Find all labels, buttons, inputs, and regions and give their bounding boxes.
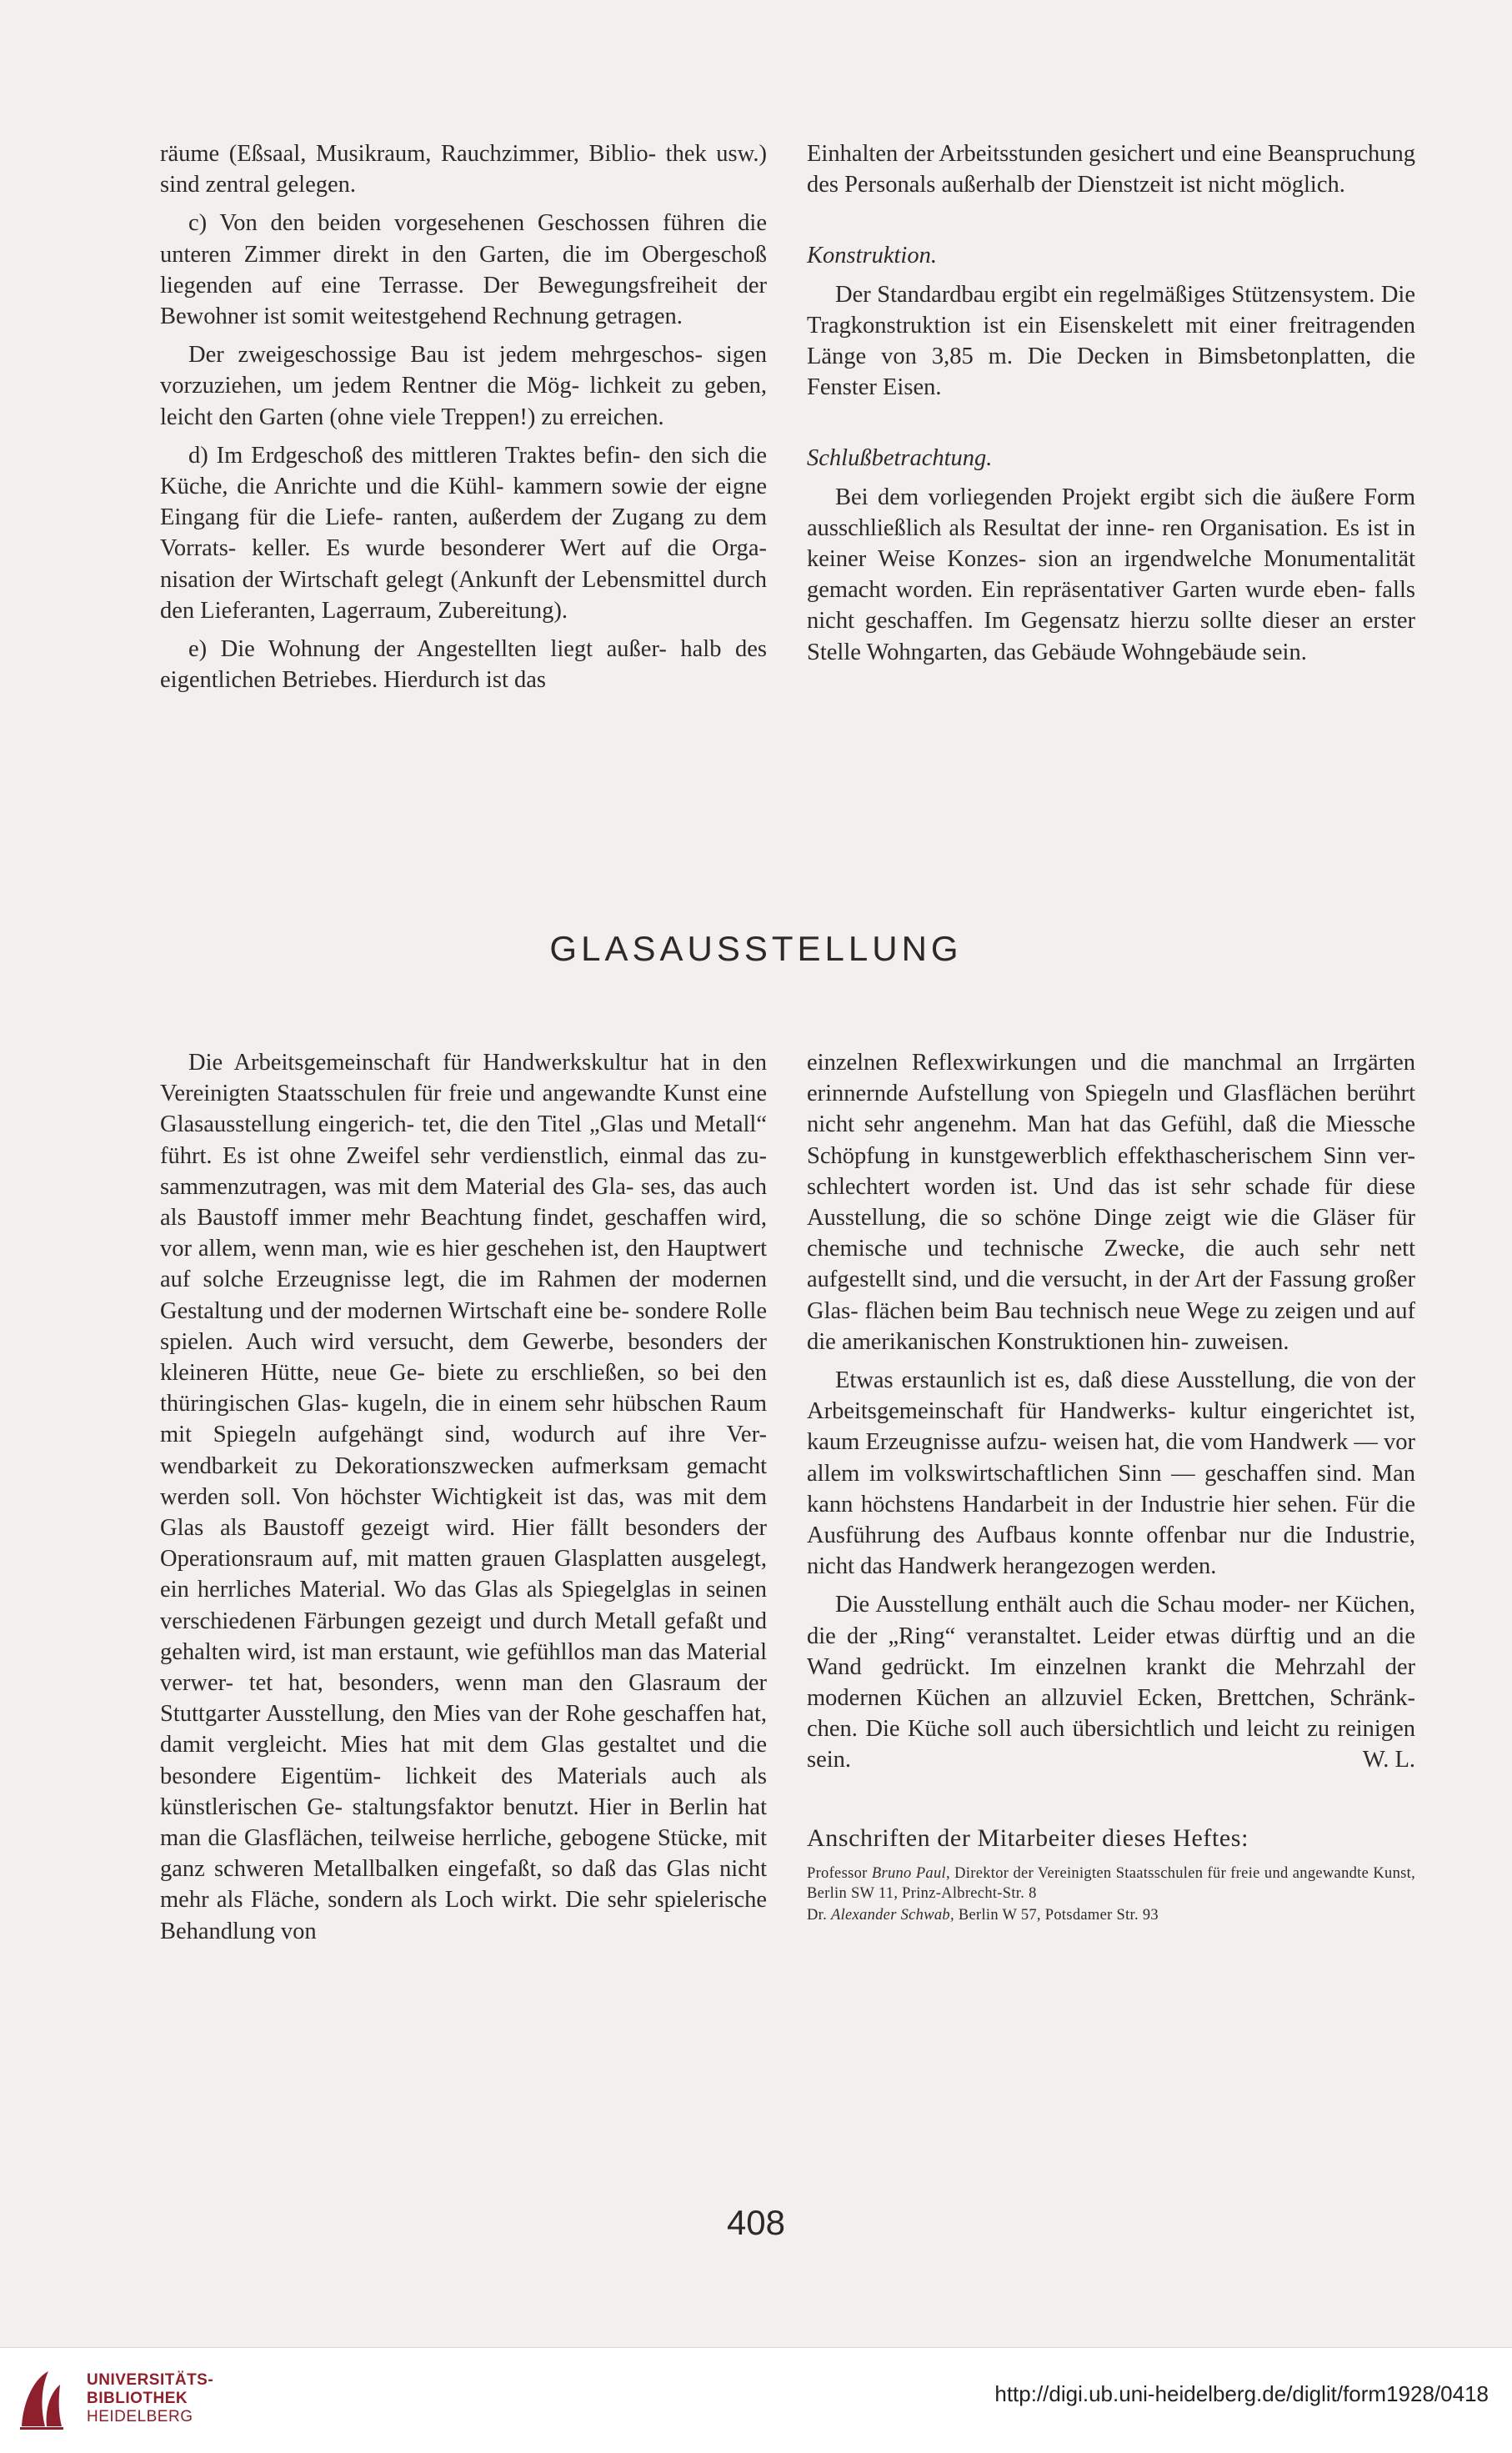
author-signature: W. L. (1362, 1747, 1415, 1773)
paragraph: einzelnen Reflexwirkungen und die manchmal an Irrgärten erinnernde Aufstellung von Spiegeln und Glasflächen berührt nicht sehr angenehm. Man hat das Gefühl, daß die Miessche Schöpfung in kunstgewerblich effekthascherischem Sinn ver- schlechtert worden ist. Und das ist sehr schade für diese Ausstellung, die so schöne Dinge zeigt wie die Gläser für chemische und technische Zwecke, die auch sehr nett aufgestellt sind, und die versucht, in der Art der Fassung großer Glas- flächen beim Bau technisch neue Wege zu zeigen und auf die amerikanischen Konstruktionen hin- zuweisen. (807, 1050, 1415, 1355)
source-url-link[interactable]: http://digi.ub.uni-heidelberg.de/diglit/form1928/0418 (994, 2381, 1489, 2406)
paragraph: c) Von den beiden vorgesehenen Geschossen führen die unteren Zimmer direkt in den Garten, die im Obergeschoß liegenden auf eine Terrasse. Der Bewegungsfreiheit der Bewohner ist somit weitestgehend Rechnung getragen. (160, 210, 767, 330)
library-logo-icon (17, 2366, 65, 2433)
paragraph: e) Die Wohnung der Angestellten liegt außer- halb des eigentlichen Betriebes. Hierdurch ist das (160, 636, 767, 694)
paragraph: Einhalten der Arbeitsstunden gesichert und eine Beanspruchung des Personals außerhalb der Dienstzeit ist nicht möglich. (807, 141, 1415, 198)
paragraph: d) Im Erdgeschoß des mittleren Traktes befin- den sich die Küche, die Anrichte und die Kühl- kammern sowie der eigne Eingang für die Liefe- ranten, außerdem der Zugang zu dem Vorrats- keller. Es wurde besonderer Wert auf die Orga- nisation der Wirtschaft gelegt (Ankunft der Lebensmittel durch den Lieferanten, Lagerraum, Zubereitung). (160, 442, 767, 624)
logo-line: BIBLIOTHEK (87, 2390, 188, 2407)
page-number: 408 (726, 2203, 786, 2242)
contributor-name: Alexander Schwab, (830, 1906, 954, 1924)
top-right-column (807, 138, 1415, 668)
paragraph: Die Arbeitsgemeinschaft für Handwerkskultur hat in den Vereinigten Staatsschulen für freie und angewandte Kunst eine Glasausstellung eingerich- tet, die den Titel „Glas und Metall“ führt. Es ist ohne Zweifel sehr verdienstlich, einmal das zu- sammenzutragen, was mit dem Material des Gla- ses, das auch als Baustoff immer mehr Beachtung findet, geschaffen wird, vor allem, wenn man, wie es hier geschehen ist, den Hauptwert auf solche Erzeugnisse legt, die im Rahmen der modernen Gestaltung und der modernen Wirtschaft eine be- sondere Rolle spielen. Auch wird versucht, dem Gewerbe, besonders der kleineren Hütte, neue Ge- biete zu erschließen, so bei den thüringischen Glas- kugeln, die in einem sehr hübschen Raum mit Spiegeln aufgehängt sind, wodurch auf ihre Ver- wendbarkeit zu Dekorationszwecken aufmerksam gemacht werden soll. Von höchster Wichtigkeit ist das, was mit dem Glas als Baustoff gezeigt wird. Hier fällt besonders der Operationsraum auf, mit matten grauen Glasplatten ausgelegt, ein herrliches Material. Wo das Glas als Spiegelglas in seinen verschiedenen Färbungen gezeigt und durch Metall gefaßt und gehalten wird, ist man erstaunt, wie gefühllos man das Material verwer- tet hat, besonders, wenn man den Glasraum der Stuttgarter Ausstellung, den Mies van der Rohe geschaffen hat, damit vergleicht. Mies hat mit dem Glas gestaltet und die besondere Eigentüm- lichkeit des Materials auch als künstlerischen Ge- staltungsfaktor benutzt. Hier in Berlin hat man die Glasflächen, teilweise herrliche, gebogene Stücke, mit ganz schweren Metallbalken eingefaßt, so daß das Glas nicht mehr als Fläche, sondern als Loch wirkt. Die sehr spielerische Behandlung von (160, 1050, 767, 1944)
paragraph: Bei dem vorliegenden Projekt ergibt sich die äußere Form ausschließlich als Resultat der inne- ren Organisation. Es ist in keiner Weise Konzes- sion an irgendwelche Monumentalität gemacht worden. Ein repräsentativer Garten wurde eben- falls nicht geschaffen. Im Gegensatz hierzu sollte dieser an erster Stelle Wohngarten, das Gebäude Wohngebäude sein. (807, 484, 1415, 665)
contributors-heading: Anschriften der Mitarbeiter dieses Heftes: (807, 1823, 1249, 1852)
paragraph: Der zweigeschossige Bau ist jedem mehrgeschos- sigen vorzuziehen, um jedem Rentner die Mög- lichkeit zu geben, leicht den Garten (ohne viele Treppen!) zu erreichen. (160, 342, 767, 430)
library-logo-text (87, 2371, 213, 2426)
contributor-prefix: Professor (807, 1864, 868, 1882)
contributor-name: Bruno Paul, (871, 1864, 950, 1882)
bottom-left-column (160, 1047, 767, 1947)
subheading-schlussbetrachtung: Schlußbetrachtung. (807, 445, 993, 472)
paragraph: Der Standardbau ergibt ein regelmäßiges Stützensystem. Die Tragkonstruktion ist ein Eisenskelett mit einer freitragenden Länge von 3,85 m. Die Decken in Bimsbetonplatten, die Fenster Eisen. (807, 281, 1415, 401)
contributor-entry (807, 1864, 1415, 1904)
paragraph: Etwas erstaunlich ist es, daß diese Ausstellung, die von der Arbeitsgemeinschaft für Handwerks- kultur eingerichtet ist, kaum Erzeugnisse aufzu- weisen hat, die vom Handwerk — vor allem im volkswirtschaftlichen Sinn — geschaffen sind. Man kann höchstens Handarbeit in der Industrie hier sehen. Für die Ausführung des Aufbaus konnte offenbar nur die Industrie, nicht das Handwerk herangezogen werden. (807, 1367, 1415, 1580)
bottom-right-column (807, 1047, 1415, 1925)
subheading-konstruktion: Konstruktion. (807, 243, 937, 269)
logo-line: UNIVERSITÄTS- (87, 2371, 214, 2389)
contributor-address: Berlin W 57, Potsdamer Str. 93 (958, 1906, 1159, 1924)
contributor-entry (807, 1905, 1415, 1925)
paragraph (807, 1589, 1415, 1775)
contributor-address: Direktor der Vereinigten Staatsschulen für freie und angewandte Kunst, Berlin SW 11, Prinz-Albrecht-Str. 8 (807, 1864, 1415, 1902)
section-title: GLASAUSSTELLUNG (549, 929, 963, 968)
logo-line: HEIDELBERG (87, 2408, 193, 2425)
top-left-column (160, 138, 767, 695)
contributor-prefix: Dr. (807, 1906, 828, 1924)
paragraph: räume (Eßsaal, Musikraum, Rauchzimmer, Biblio- thek usw.) sind zentral gelegen. (160, 141, 767, 198)
paragraph-text: Die Ausstellung enthält auch die Schau moder- ner Küchen, die der „Ring“ veranstaltet. Leider etwas dürftig und an die Wand gedrückt. Im einzelnen krankt die Mehrzahl der modernen Küchen an allzuviel Ecken, Brettchen, Schränk- chen. Die Küche soll auch übersichtlich und leicht zu reinigen sein. (807, 1592, 1415, 1773)
